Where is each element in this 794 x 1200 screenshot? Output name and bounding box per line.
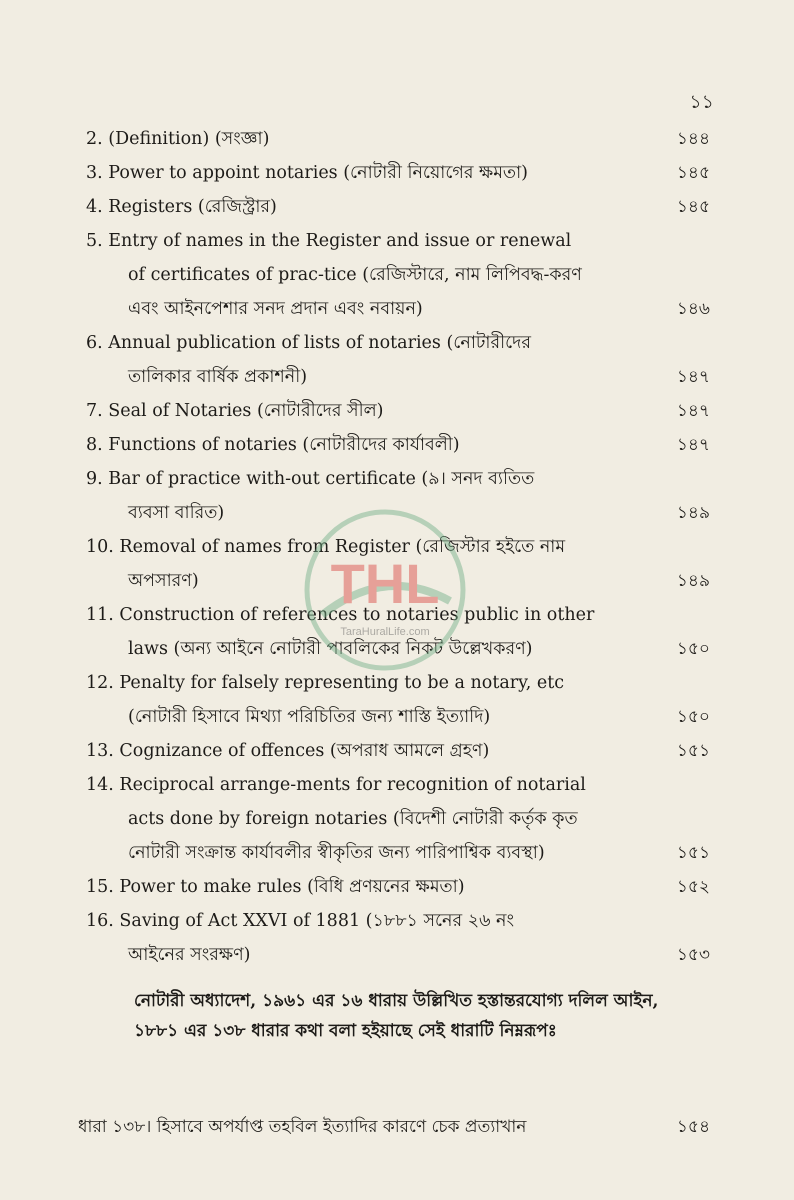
toc-entry: [86, 870, 710, 904]
toc-entry-title: 13. Cognizance of offences (অপরাধ আমলে গ্রহণ): [86, 741, 490, 761]
toc-entry-title: 12. Penalty for falsely representing to be a notary, etc: [86, 673, 565, 693]
last-row-text: ধারা ১৩৮। হিসাবে অপর্যাপ্ত তহবিল ইত্যাদির কারণে চেক প্রত্যাখান: [78, 1117, 527, 1137]
toc-entry-page: ১৫০: [676, 639, 710, 659]
toc-last-row: [78, 1112, 710, 1142]
toc-entry-page: ১৪৭: [676, 367, 710, 387]
toc-entry-title: 8. Functions of notaries (নোটারীদের কার্যাবলী): [86, 435, 460, 455]
toc-entry-page: ১৪৯: [676, 503, 710, 523]
toc-entry: [86, 462, 710, 530]
toc-entry: [86, 530, 710, 598]
toc-entry-continuation: (নোটারী হিসাবে মিথ্যা পরিচিতির জন্য শাস্তি ইত্যাদি): [128, 707, 491, 727]
table-of-contents: [86, 122, 710, 972]
toc-entry-page: ১৪৭: [676, 401, 710, 421]
toc-entry-continuation: আইনের সংরক্ষণ): [128, 945, 251, 965]
page-number: ১১: [689, 91, 714, 113]
toc-entry: [86, 224, 710, 326]
toc-entry-title: 16. Saving of Act XXVI of 1881 (১৮৮১ সনের ২৬ নং: [86, 911, 514, 931]
toc-entry-title: 7. Seal of Notaries (নোটারীদের সীল): [86, 401, 384, 421]
toc-entry-page: ১৪৯: [676, 571, 710, 591]
toc-entry-title: 9. Bar of practice with-out certificate (৯। সনদ ব্যতিত: [86, 469, 535, 489]
toc-entry-title: 5. Entry of names in the Register and issue or renewal: [86, 231, 572, 251]
toc-entry: [86, 156, 710, 190]
toc-entry-continuation: অপসারণ): [128, 571, 199, 591]
toc-entry-continuation: এবং আইনপেশার সনদ প্রদান এবং নবায়ন): [128, 299, 423, 319]
toc-entry-title: 11. Construction of references to notaries public in other: [86, 605, 595, 625]
toc-entry: [86, 326, 710, 394]
toc-entry-page: ১৫২: [676, 877, 710, 897]
toc-entry: [86, 734, 710, 768]
toc-entry-page: ১৫৩: [676, 945, 710, 965]
toc-entry-page: ১৪৫: [676, 163, 710, 183]
toc-entry-page: ১৫১: [676, 741, 710, 761]
watermark-logo-text: THL: [330, 552, 440, 615]
toc-entry: [86, 428, 710, 462]
toc-entry: [86, 190, 710, 224]
toc-entry: [86, 666, 710, 734]
toc-entry-continuation: laws (অন্য আইনে নোটারী পাবলিকের নিকট উল্লেখকরণ): [128, 639, 533, 659]
toc-entry-continuation: acts done by foreign notaries (বিদেশী নোটারী কর্তৃক কৃত: [128, 809, 578, 829]
toc-entry: [86, 904, 710, 972]
toc-entry-page: ১৪৪: [676, 129, 710, 149]
last-row-page: ১৫৪: [676, 1117, 710, 1137]
toc-entry-continuation: ব্যবসা বারিত): [128, 503, 225, 523]
toc-entry-title: 2. (Definition) (সংজ্ঞা): [86, 129, 270, 149]
toc-entry: [86, 598, 710, 666]
toc-entry: [86, 768, 710, 870]
toc-entry-page: ১৪৬: [676, 299, 710, 319]
toc-entry-title: 4. Registers (রেজিস্ট্রার): [86, 197, 277, 217]
section-note: নোটারী অধ্যাদেশ, ১৯৬১ এর ১৬ ধারায় উল্লিখিত হস্তান্তরযোগ্য দলিল আইন, ১৮৮১ এর ১৩৮ ধারার কথা বলা হইয়াছে সেই ধারাটি নিম্নরূপঃ: [134, 991, 659, 1041]
toc-entry: [86, 394, 710, 428]
toc-entry-title: 15. Power to make rules (বিধি প্রণয়নের ক্ষমতা): [86, 877, 465, 897]
watermark-site-text: TaraHuralLife.com: [340, 626, 430, 638]
toc-entry-page: ১৪৫: [676, 197, 710, 217]
toc-entry-title: 10. Removal of names from Register (রেজিস্টার হইতে নাম: [86, 537, 566, 557]
toc-entry-title: 14. Reciprocal arrange-ments for recognition of notarial: [86, 775, 586, 795]
toc-entry-page: ১৫০: [676, 707, 710, 727]
toc-entry-page: ১৪৭: [676, 435, 710, 455]
toc-entry: [86, 122, 710, 156]
toc-entry-title: 6. Annual publication of lists of notaries (নোটারীদের: [86, 333, 531, 353]
toc-entry-title: 3. Power to appoint notaries (নোটারী নিয়োগের ক্ষমতা): [86, 163, 528, 183]
toc-entry-page: ১৫১: [676, 843, 710, 863]
toc-entry-continuation: নোটারী সংক্রান্ত কার্যাবলীর স্বীকৃতির জন্য পারিপাশ্বিক ব্যবস্থা): [128, 843, 545, 863]
toc-entry-continuation: তালিকার বার্ষিক প্রকাশনী): [128, 367, 308, 387]
toc-entry-continuation: of certificates of prac-tice (রেজিস্টারে, নাম লিপিবদ্ধ-করণ: [128, 265, 582, 285]
